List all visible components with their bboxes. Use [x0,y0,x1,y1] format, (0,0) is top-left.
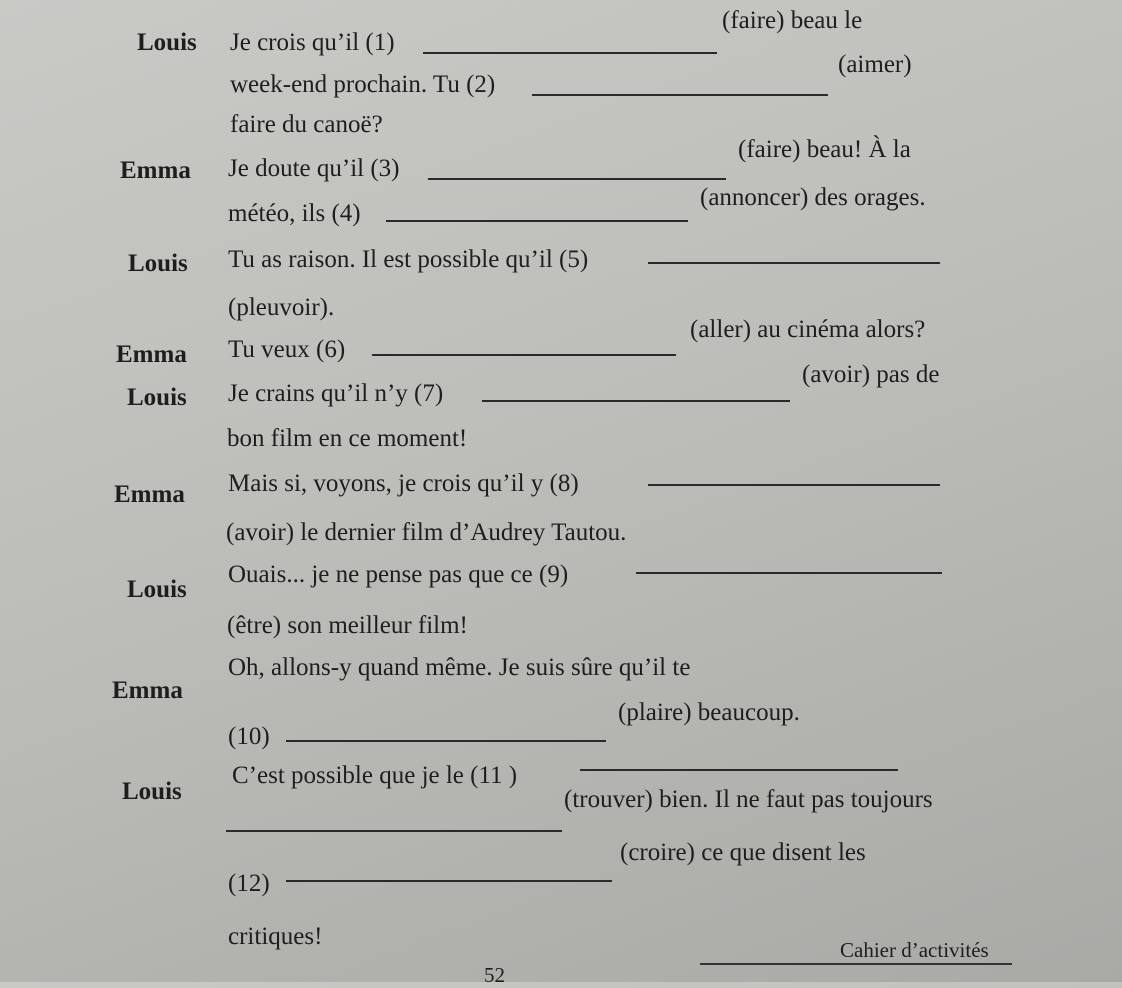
answer-blank-3[interactable] [428,178,726,180]
line-6-text: Tu as raison. Il est possible qu’il (5) [228,246,589,273]
line-7-text: (pleuvoir). [228,294,335,321]
line-17-text: C’est possible que je le (11 ) [232,762,518,789]
answer-blank-4[interactable] [386,220,688,222]
line-15-text: Oh, allons-y quand même. Je suis sûre qu’il te [228,654,691,681]
answer-blank-8[interactable] [648,484,940,486]
answer-blank-5[interactable] [648,262,940,264]
page-number: 52 [484,963,505,987]
answer-blank-11-continued[interactable] [226,830,562,832]
answer-blank-6[interactable] [372,354,676,356]
line-19-text: (12) [228,870,270,897]
speaker-emma: Emma [114,481,185,508]
footer-rule [700,963,1012,965]
answer-blank-1[interactable] [423,52,717,54]
speaker-louis: Louis [128,250,188,277]
line-16-text: (10) [228,723,270,750]
line-10-text: bon film en ce moment! [227,425,468,452]
answer-blank-9[interactable] [636,572,942,574]
line-8-text: Tu veux (6) [228,336,346,363]
answer-blank-11[interactable] [580,769,898,771]
line-2-verb: (aimer) [838,51,912,78]
line-11-text: Mais si, voyons, je crois qu’il y (8) [228,470,579,497]
line-4-text: Je doute qu’il (3) [228,155,400,182]
speaker-louis: Louis [127,576,187,603]
line-8-verb: (aller) au cinéma alors? [690,316,926,343]
line-4-verb: (faire) beau! À la [738,136,911,163]
book-title: Cahier d’activités [840,938,989,962]
speaker-emma: Emma [112,677,183,704]
line-19-verb: (croire) ce que disent les [620,839,866,866]
speaker-louis: Louis [137,29,197,56]
answer-blank-10[interactable] [286,740,606,742]
speaker-louis: Louis [122,778,182,805]
line-20-text: critiques! [228,923,323,950]
speaker-louis: Louis [127,384,187,411]
line-1-verb: (faire) beau le [722,7,863,34]
line-12-text: (avoir) le dernier film d’Audrey Tautou. [226,519,627,546]
line-13-text: Ouais... je ne pense pas que ce (9) [228,561,569,588]
line-5-verb: (annoncer) des orages. [700,184,926,211]
line-3-text: faire du canoë? [230,111,383,138]
line-2-text: week-end prochain. Tu (2) [230,71,496,98]
line-5-text: météo, ils (4) [228,200,361,227]
speaker-emma: Emma [120,157,191,184]
line-16-verb: (plaire) beaucoup. [618,699,800,726]
line-9-verb: (avoir) pas de [802,361,940,388]
line-1-text: Je crois qu’il (1) [230,29,395,56]
answer-blank-7[interactable] [482,400,790,402]
answer-blank-2[interactable] [532,94,828,96]
answer-blank-12[interactable] [286,880,612,882]
line-14-text: (être) son meilleur film! [227,612,468,639]
line-9-text: Je crains qu’il n’y (7) [228,380,444,407]
speaker-emma: Emma [116,341,187,368]
line-18-text: (trouver) bien. Il ne faut pas toujours [564,786,933,813]
